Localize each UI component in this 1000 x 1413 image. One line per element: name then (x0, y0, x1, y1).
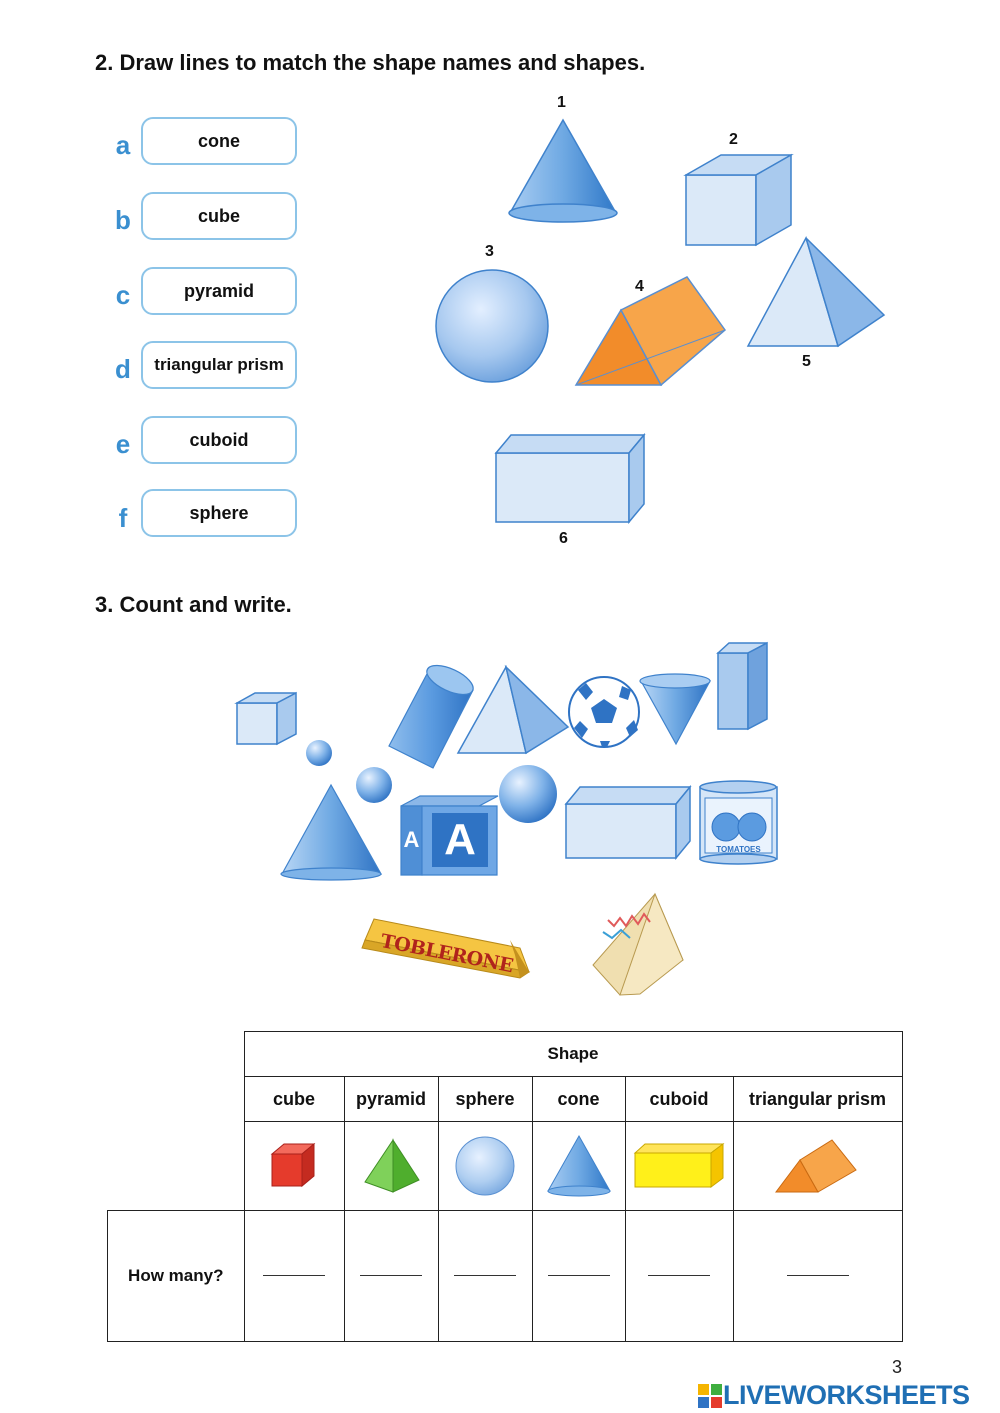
section3-title: 3. Count and write. (95, 592, 292, 617)
col-head-sphere: sphere (438, 1077, 532, 1122)
liveworksheets-logo[interactable] (697, 1380, 970, 1411)
shape-number-2: 2 (729, 131, 738, 148)
col-head-cube: cube (244, 1077, 344, 1122)
name-box-pyramid[interactable]: pyramid (141, 267, 297, 315)
object-desk-calendar (593, 894, 683, 995)
col-img-cuboid (625, 1122, 733, 1211)
shape-number-1: 1 (557, 94, 566, 111)
col-head-pyramid: pyramid (344, 1077, 438, 1122)
letter-e: e (115, 429, 131, 459)
object-tall-cuboid (718, 643, 767, 729)
shape-5-pyramid[interactable] (748, 238, 884, 346)
object-small-cube (237, 693, 296, 744)
page-number: 3 (892, 1357, 903, 1377)
shape-number-5: 5 (802, 353, 811, 370)
name-box-cube[interactable]: cube (141, 192, 297, 240)
answer-blank-cone[interactable] (548, 1269, 610, 1276)
can-label: TOMATOES (716, 845, 761, 854)
answer-cell-cone[interactable] (532, 1211, 625, 1342)
shape-number-3: 3 (485, 243, 494, 260)
liveworksheets-brand: LIVEWORKSHEETS (723, 1380, 970, 1410)
sphere-icon (453, 1134, 517, 1198)
col-img-pyramid (344, 1122, 438, 1211)
col-img-cube (244, 1122, 344, 1211)
table-header-shape: Shape (244, 1032, 902, 1077)
answer-cell-triangular-prism[interactable] (733, 1211, 902, 1342)
object-medium-sphere (499, 765, 557, 823)
count-table (107, 1031, 903, 1342)
col-head-cuboid: cuboid (625, 1077, 733, 1122)
name-box-cone[interactable]: cone (141, 117, 297, 165)
letter-c: c (115, 280, 131, 310)
block-front-letter: A (444, 815, 476, 864)
table-empty-corner (108, 1032, 245, 1211)
letter-a: a (115, 130, 131, 160)
answer-cell-cube[interactable] (244, 1211, 344, 1342)
answer-blank-cuboid[interactable] (648, 1269, 710, 1276)
shape-1-cone[interactable] (509, 120, 617, 222)
shape-4-triangular-prism[interactable] (576, 277, 725, 385)
name-box-triangular-prism[interactable]: triangular prism (141, 341, 297, 389)
answer-blank-pyramid[interactable] (360, 1269, 422, 1276)
toblerone-label: TOBLERONE (378, 930, 515, 978)
answer-blank-cube[interactable] (263, 1269, 325, 1276)
col-img-sphere (438, 1122, 532, 1211)
shape-3-sphere[interactable] (436, 270, 548, 382)
answer-cell-pyramid[interactable] (344, 1211, 438, 1342)
pyramid-icon (359, 1136, 423, 1196)
col-img-cone (532, 1122, 625, 1211)
object-wide-cuboid (566, 787, 690, 858)
answer-blank-triangular-prism[interactable] (787, 1269, 849, 1276)
shape-number-4: 4 (635, 278, 644, 295)
col-head-triangular-prism: triangular prism (733, 1077, 902, 1122)
object-small-sphere (356, 767, 392, 803)
section2-shapes (0, 0, 1000, 600)
name-box-sphere[interactable]: sphere (141, 489, 297, 537)
shape-number-6: 6 (559, 530, 568, 547)
liveworksheets-logo-icon (697, 1383, 723, 1409)
letter-b: b (115, 205, 131, 235)
object-pyramid (458, 667, 568, 753)
object-tiny-sphere (306, 740, 332, 766)
answer-cell-cuboid[interactable] (625, 1211, 733, 1342)
answer-cell-sphere[interactable] (438, 1211, 532, 1342)
letter-d: d (115, 354, 131, 384)
col-head-cone: cone (532, 1077, 625, 1122)
cuboid-icon (631, 1139, 727, 1193)
shape-6-cuboid[interactable] (496, 435, 644, 522)
cube-icon (264, 1136, 324, 1196)
answer-blank-sphere[interactable] (454, 1269, 516, 1276)
cone-icon (544, 1133, 614, 1199)
object-inverted-cone (640, 674, 710, 744)
block-side-letter: A (403, 827, 420, 852)
name-box-cuboid[interactable]: cuboid (141, 416, 297, 464)
triangular-prism-icon (770, 1134, 866, 1198)
row-label-how-many: How many? (108, 1211, 245, 1342)
shape-2-cube[interactable] (686, 155, 791, 245)
col-img-triangular-prism (733, 1122, 902, 1211)
letter-f: f (118, 503, 128, 533)
section2-title: 2. Draw lines to match the shape names and shapes. (95, 50, 646, 75)
object-soccer-ball (569, 677, 639, 747)
